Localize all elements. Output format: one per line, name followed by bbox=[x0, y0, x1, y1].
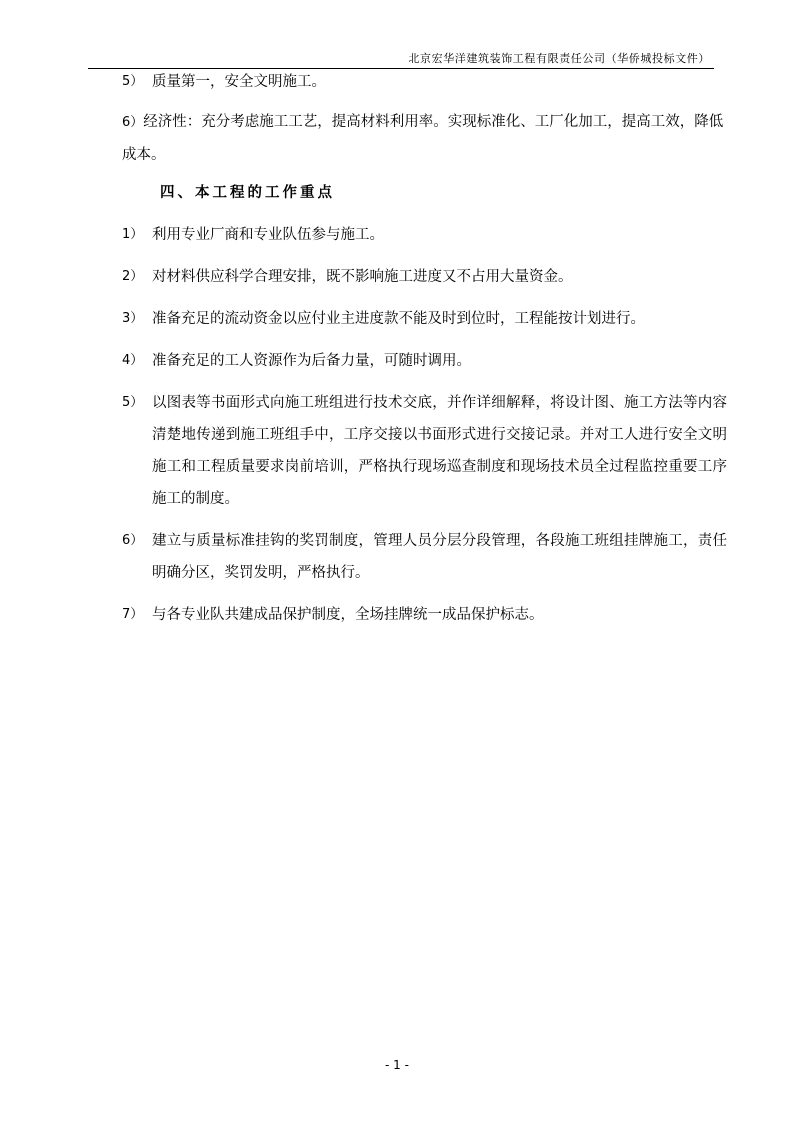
header-company-text: 北京宏华洋建筑装饰工程有限责任公司（华侨城投标文件） bbox=[408, 52, 710, 65]
section-heading: 四、本工程的工作重点 bbox=[160, 185, 335, 201]
item-text: 建立与质量标准挂钩的奖罚制度，管理人员分层分段管理，各段施工班组挂牌施工，责任明确分区，奖罚发明，严格执行。 bbox=[152, 533, 727, 581]
item-text: 对材料供应科学合理安排，既不影响施工进度又不占用大量资金。 bbox=[152, 269, 573, 285]
item-number: 5） bbox=[122, 395, 144, 410]
list-item bbox=[122, 345, 727, 377]
item-text: 以图表等书面形式向施工班组进行技术交底，并作详细解释，将设计图、施工方法等内容清楚地传递到施工班组手中，工序交接以书面形式进行交接记录。并对工人进行安全文明施工和工程质量要求岗前培训，严格执行现场巡查制度和现场技术员全过程监控重要工序施工的制度。 bbox=[152, 395, 727, 507]
item-text: 准备充足的工人资源作为后备力量，可随时调用。 bbox=[152, 353, 471, 369]
item-number: 5） bbox=[122, 74, 144, 89]
item-number: 2） bbox=[122, 269, 144, 284]
item-text: 与各专业队共建成品保护制度，全场挂牌统一成品保护标志。 bbox=[152, 607, 544, 623]
list-item bbox=[122, 599, 727, 631]
item-text: 质量第一，安全文明施工。 bbox=[152, 74, 326, 90]
list-item bbox=[122, 261, 727, 293]
list-item bbox=[122, 106, 727, 171]
item-number: 6） bbox=[122, 115, 144, 130]
item-number: 7） bbox=[122, 607, 144, 622]
document-body bbox=[122, 66, 727, 631]
page-number: - 1 - bbox=[385, 1058, 409, 1072]
item-number: 4） bbox=[122, 353, 144, 368]
item-text: 经济性：充分考虑施工工艺，提高材料利用率。实现标准化、工厂化加工，提高工效，降低成本。 bbox=[122, 114, 724, 163]
list-item bbox=[122, 387, 727, 515]
list-item bbox=[122, 525, 727, 589]
item-number: 6） bbox=[122, 533, 144, 548]
item-text: 准备充足的流动资金以应付业主进度款不能及时到位时，工程能按计划进行。 bbox=[152, 311, 645, 327]
item-text: 利用专业厂商和专业队伍参与施工。 bbox=[152, 227, 384, 243]
list-item bbox=[122, 66, 727, 98]
item-number: 3） bbox=[122, 311, 144, 326]
item-number: 1） bbox=[122, 227, 144, 242]
list-item bbox=[122, 303, 727, 335]
list-item bbox=[122, 219, 727, 251]
